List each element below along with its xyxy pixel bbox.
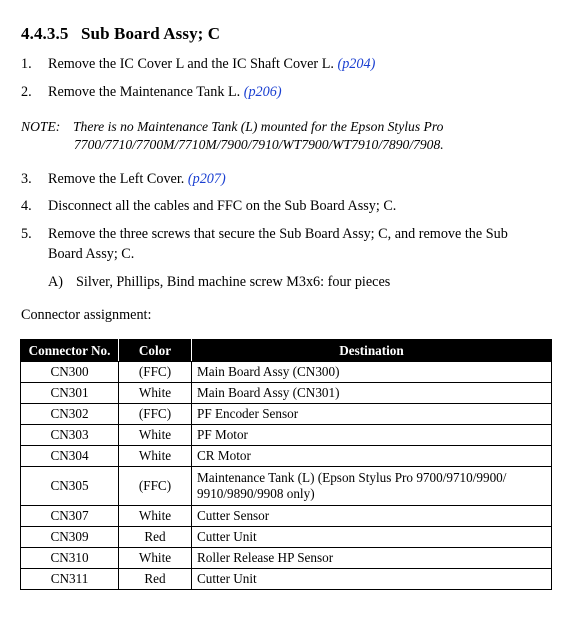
step-text: Remove the IC Cover L and the IC Shaft Cover L.	[48, 56, 338, 72]
table-row	[21, 569, 552, 590]
color: Red	[119, 527, 192, 548]
color: Red	[119, 569, 192, 590]
note-line-2-text: 7700/7710/7700M/7710M/7900/7910/WT7900/WT7910/7890/7908.	[74, 137, 444, 152]
connector-no: CN311	[21, 569, 119, 590]
table-row	[21, 446, 552, 467]
color: (FFC)	[119, 362, 192, 383]
color: (FFC)	[119, 467, 192, 506]
header-color: Color	[119, 340, 192, 362]
step-number: 1.	[21, 56, 32, 72]
connector-no: CN309	[21, 527, 119, 548]
connector-no: CN304	[21, 446, 119, 467]
table-row	[21, 404, 552, 425]
header-connector-no: Connector No.	[21, 340, 119, 362]
color: (FFC)	[119, 404, 192, 425]
section-number: 4.4.3.5	[21, 24, 69, 43]
destination: CR Motor	[192, 446, 552, 467]
connector-table	[20, 339, 552, 590]
step-text: Remove the Left Cover.	[48, 171, 188, 187]
table-header-row	[21, 340, 552, 362]
destination-line-1: Maintenance Tank (L) (Epson Stylus Pro 9700/9710/9900/	[197, 470, 507, 485]
color: White	[119, 425, 192, 446]
destination	[192, 467, 552, 506]
step-number: 4.	[21, 198, 32, 214]
table-row	[21, 506, 552, 527]
connector-no: CN301	[21, 383, 119, 404]
table-row	[21, 383, 552, 404]
section-heading	[21, 24, 220, 44]
step-text-line-2: Board Assy; C.	[48, 246, 135, 262]
color: White	[119, 446, 192, 467]
substep-label: A)	[48, 274, 63, 290]
destination: Cutter Sensor	[192, 506, 552, 527]
note-line-1: There is no Maintenance Tank (L) mounted for the Epson Stylus Pro	[73, 119, 444, 134]
table-row	[21, 425, 552, 446]
page-link[interactable]: (p206)	[243, 84, 282, 100]
step-text: Disconnect all the cables and FFC on the Sub Board Assy; C.	[48, 198, 397, 214]
connector-no: CN302	[21, 404, 119, 425]
connector-no: CN310	[21, 548, 119, 569]
note-label: NOTE:	[21, 119, 61, 134]
connector-assignment-label: Connector assignment:	[21, 307, 152, 323]
destination: PF Motor	[192, 425, 552, 446]
table-row	[21, 527, 552, 548]
note-line-2	[73, 136, 444, 154]
color: White	[119, 383, 192, 404]
page-link[interactable]: (p204)	[337, 56, 376, 72]
step-text: Remove the Maintenance Tank L.	[48, 84, 244, 100]
section-title: Sub Board Assy; C	[81, 24, 221, 43]
table-row	[21, 467, 552, 506]
connector-no: CN307	[21, 506, 119, 527]
destination: Main Board Assy (CN300)	[192, 362, 552, 383]
step-number: 5.	[21, 226, 32, 242]
connector-no: CN305	[21, 467, 119, 506]
substep-a	[48, 272, 390, 292]
color: White	[119, 548, 192, 569]
destination: Roller Release HP Sensor	[192, 548, 552, 569]
destination: Cutter Unit	[192, 569, 552, 590]
destination: PF Encoder Sensor	[192, 404, 552, 425]
step-number: 3.	[21, 171, 32, 187]
page-link[interactable]: (p207)	[187, 171, 226, 187]
destination: Cutter Unit	[192, 527, 552, 548]
destination-line-2: 9910/9890/9908 only)	[197, 486, 315, 501]
step-text-line-1: Remove the three screws that secure the Sub Board Assy; C, and remove the Sub	[48, 226, 508, 242]
connector-no: CN300	[21, 362, 119, 383]
table-row	[21, 548, 552, 569]
substep-text: Silver, Phillips, Bind machine screw M3x6: four pieces	[76, 274, 391, 290]
step-number: 2.	[21, 84, 32, 100]
destination: Main Board Assy (CN301)	[192, 383, 552, 404]
table-row	[21, 362, 552, 383]
header-destination: Destination	[192, 340, 552, 362]
connector-no: CN303	[21, 425, 119, 446]
color: White	[119, 506, 192, 527]
